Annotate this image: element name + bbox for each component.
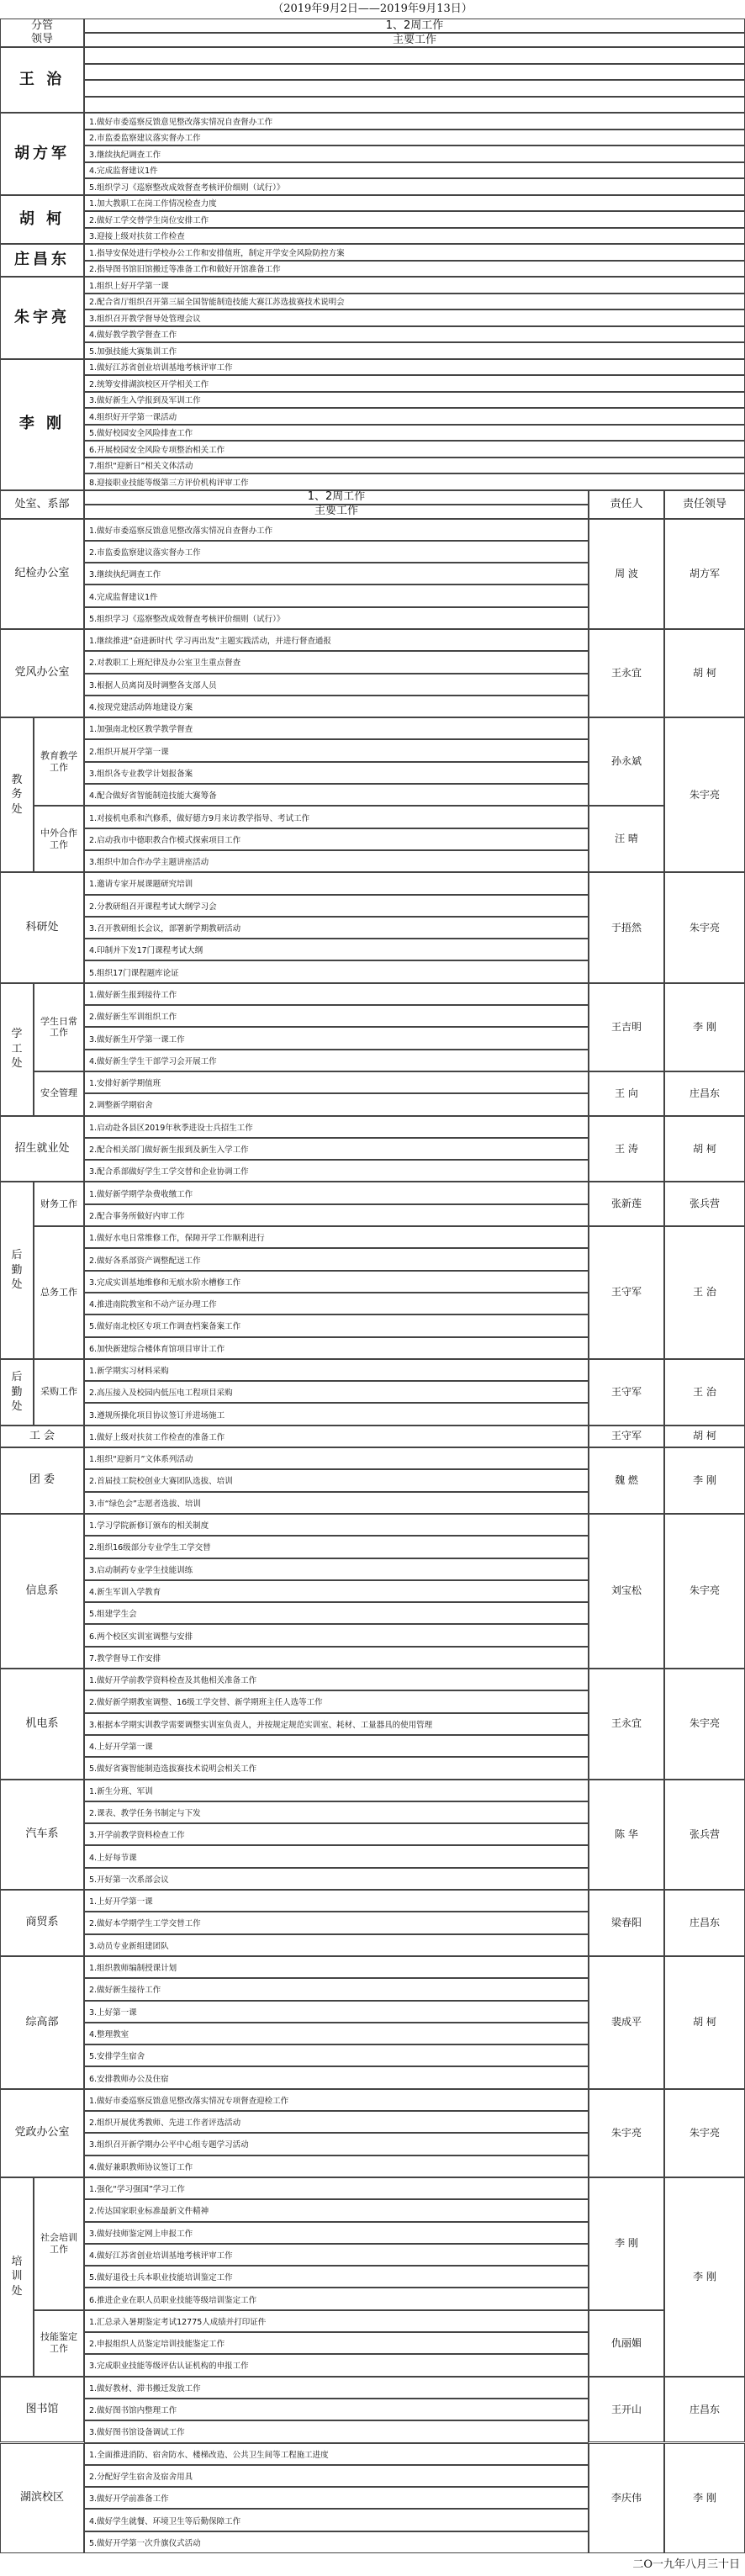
- task-item: 2.市监委监察建议落实督办工作: [84, 541, 589, 563]
- task-item: 4.做好教学教学督查工作: [84, 326, 745, 343]
- task-item: 2.调整新学期宿舍: [84, 1093, 589, 1115]
- responsible-header: 责任人: [589, 490, 664, 519]
- department-name: 机电系: [0, 1669, 84, 1779]
- task-item: 5.组织学习《巡察整改成效督查考核评价细则（试行）》: [84, 607, 589, 629]
- task-item: 1.做好新生报到接待工作: [84, 983, 589, 1005]
- responsible-leader: 胡 柯: [664, 629, 745, 717]
- sub-department-name: 社会培训工作: [34, 2177, 84, 2310]
- responsible-leader: 张兵营: [664, 1780, 745, 1890]
- sub-department-name: 技能鉴定工作: [34, 2310, 84, 2377]
- sub-department-name: 总务工作: [34, 1226, 84, 1359]
- task-item: 3.市“绿色会”志愿者选拔、培训: [84, 1492, 589, 1514]
- responsible-person: 于捂然: [589, 872, 664, 982]
- responsible-person: 梁春阳: [589, 1890, 664, 1956]
- department-name: 团 委: [0, 1447, 84, 1514]
- task-item: 2.做好新学期教室调整、16级工学交替、新学期班主任人选等工作: [84, 1690, 589, 1712]
- department-name: 商贸系: [0, 1890, 84, 1956]
- task-item: 3.启动制药专业学生技能训练: [84, 1558, 589, 1580]
- task-item: 3.完成实训基地维修和无痕水阶水槽修工作: [84, 1271, 589, 1293]
- task-item: [84, 80, 745, 97]
- responsible-leader: 李 刚: [664, 2177, 745, 2377]
- responsible-person: 王 向: [589, 1071, 664, 1116]
- corner-label: 分管: [30, 19, 53, 33]
- task-item: 1.组织上好开学第一课: [84, 277, 745, 294]
- task-item: 3.召开教研组长会议，部署新学期教研活动: [84, 917, 589, 939]
- responsible-leader: 朱宇亮: [664, 717, 745, 872]
- leader-name: 朱宇亮: [0, 277, 84, 359]
- task-item: 4.印制并下发17门课程考试大纲: [84, 939, 589, 960]
- department-name: 后 勤 处: [0, 1359, 34, 1426]
- task-item: 2.课表、教学任务书制定与下发: [84, 1801, 589, 1823]
- responsible-person: 王守军: [589, 1426, 664, 1447]
- task-item: 4.推进南院教室和不动产证办理工作: [84, 1293, 589, 1314]
- task-item: 5.安排学生宿舍: [84, 2044, 589, 2066]
- sub-department-name: 中外合作工作: [34, 806, 84, 872]
- task-item: 2.分配好学生宿舍及宿舍用具: [84, 2465, 589, 2487]
- task-item: 3.组织召开教学督导处管理会议: [84, 309, 745, 326]
- task-item: 1.安排好新学期值班: [84, 1071, 589, 1093]
- corner-label: 领导: [30, 33, 53, 45]
- task-item: 3.做好技师鉴定网上申报工作: [84, 2222, 589, 2244]
- responsible-person: 孙永斌: [589, 717, 664, 806]
- task-item: 3.组织各专业教学计划报备案: [84, 762, 589, 784]
- task-item: [84, 97, 745, 114]
- task-item: 1.加强南北校区教学教学督查: [84, 717, 589, 739]
- task-item: 3.组织中加合作办学主题讲座活动: [84, 850, 589, 872]
- task-item: 3.做好新生入学报到及军训工作: [84, 392, 745, 409]
- task-item: 5.组织学习《巡察整改成效督查考核评价细则（试行）》: [84, 178, 745, 195]
- task-item: 4.上好每节课: [84, 1845, 589, 1867]
- task-item: 1.启动赴各县区2019年秋季进设士兵招生工作: [84, 1116, 589, 1138]
- department-name: 教 务 处: [0, 717, 34, 872]
- leader-name: 胡 柯: [0, 195, 84, 245]
- sub-department-name: 学生日常工作: [34, 983, 84, 1071]
- responsible-leader: 张兵营: [664, 1182, 745, 1226]
- responsible-leader: 王 治: [664, 1359, 745, 1426]
- task-item: 1.强化“学习强国”学习工作: [84, 2177, 589, 2199]
- responsible-leader: 李 刚: [664, 983, 745, 1071]
- task-item: 2.启动我市中德职教合作模式探索项目工作: [84, 828, 589, 850]
- document-title: （2019年9月2日——2019年9月13日）: [272, 3, 473, 15]
- department-name: 纪检办公室: [0, 519, 84, 629]
- responsible-leader: 庄昌东: [664, 1890, 745, 1956]
- task-item: 8.迎接职业技能等级第三方评价机构评审工作: [84, 473, 745, 490]
- dept-header: 处室、系部: [0, 490, 84, 519]
- responsible-person: 王永宜: [589, 629, 664, 717]
- task-item: 2.做好图书馆内整理工作: [84, 2399, 589, 2420]
- task-item: 5.做好省赛智能制造选拔赛技术说明会相关工作: [84, 1757, 589, 1779]
- work-header: 主要工作: [84, 33, 745, 47]
- responsible-person: 刘宝松: [589, 1514, 664, 1669]
- task-item: 3.动员专业新组建团队: [84, 1934, 589, 1956]
- responsible-leader: 王 治: [664, 1226, 745, 1359]
- task-item: 1.学习学院新修订颁布的相关制度: [84, 1514, 589, 1536]
- task-item: 4.完成监督建议1件: [84, 584, 589, 606]
- task-item: 4.做好新生学生干部学习会开展工作: [84, 1050, 589, 1071]
- leader-name: 庄昌东: [0, 244, 84, 277]
- corner-header: [0, 19, 84, 47]
- task-item: 3.上好第一课: [84, 2001, 589, 2023]
- task-item: 2.做好新生军训组织工作: [84, 1005, 589, 1027]
- task-item: 2.传达国家职业标准最新文件精神: [84, 2199, 589, 2221]
- leader-header: 责任领导: [664, 490, 745, 519]
- task-item: 2.组织开展开学第一课: [84, 739, 589, 761]
- task-item: 2.组织16级部分专业学生工学交替: [84, 1536, 589, 1558]
- task-item: 1.做好教材、滞书搬迁发放工作: [84, 2377, 589, 2399]
- task-item: 1.做好江苏省创业培训基地考核评审工作: [84, 359, 745, 376]
- task-item: 5.做好南北校区专项工作调查档案备案工作: [84, 1314, 589, 1336]
- task-item: 3.继续执纪调查工作: [84, 563, 589, 584]
- task-item: 6.推进企业在职人员职业技能等级培训鉴定工作: [84, 2288, 589, 2309]
- responsible-leader: 庄昌东: [664, 2377, 745, 2443]
- task-item: 1.新生分班、军训: [84, 1780, 589, 1801]
- task-item: 1.组织“迎新月”文体系列活动: [84, 1447, 589, 1469]
- sub-department-name: 财务工作: [34, 1182, 84, 1226]
- task-item: 4.整理教室: [84, 2023, 589, 2044]
- task-item: 4.新生军训入学教育: [84, 1580, 589, 1602]
- task-item: 1.做好市委巡察反馈意见整改落实情况专项督查迎检工作: [84, 2089, 589, 2111]
- task-item: 1.加大教职工在岗工作情况检查力度: [84, 195, 745, 212]
- responsible-leader: 庄昌东: [664, 1071, 745, 1116]
- responsible-leader: 胡 柯: [664, 1956, 745, 2089]
- period-header: 1、2周工作: [84, 19, 745, 33]
- task-item: 5.做好开学第一次升旗仪式活动: [84, 2531, 589, 2553]
- task-item: 5.做好退役士兵本职业技能培训鉴定工作: [84, 2266, 589, 2288]
- responsible-person: 李 刚: [589, 2177, 664, 2310]
- responsible-leader: 胡 柯: [664, 1426, 745, 1447]
- task-item: 3.组织召开新学期办公平中心组专题学习活动: [84, 2133, 589, 2155]
- task-item: 1.上好开学第一课: [84, 1890, 589, 1912]
- responsible-person: 王 涛: [589, 1116, 664, 1182]
- task-item: 3.做好新生开学第一课工作: [84, 1027, 589, 1049]
- task-item: 2.市监委监察建议落实督办工作: [84, 130, 745, 146]
- department-name: 工 会: [0, 1426, 84, 1447]
- task-item: [84, 47, 745, 64]
- task-item: 3.配合系部做好学生工学交替和企业协调工作: [84, 1160, 589, 1182]
- leader-name: 王 治: [0, 47, 84, 113]
- task-item: 5.组建学生会: [84, 1602, 589, 1624]
- department-name: 图书馆: [0, 2377, 84, 2443]
- responsible-person: 周 波: [589, 519, 664, 629]
- department-name: 汽车系: [0, 1780, 84, 1890]
- task-item: 7.组织“迎新日”相关文体活动: [84, 458, 745, 474]
- responsible-leader: 朱宇亮: [664, 1669, 745, 1779]
- responsible-leader: 李 刚: [664, 2443, 745, 2553]
- task-item: 4.做好江苏省创业培训基地考核评审工作: [84, 2244, 589, 2266]
- responsible-person: 仇丽媚: [589, 2310, 664, 2377]
- leader-name: 李 刚: [0, 359, 84, 490]
- task-item: 6.开展校园安全风险专项整治相关工作: [84, 441, 745, 458]
- task-item: 2.申报组织人员鉴定培训技能鉴定工作: [84, 2332, 589, 2354]
- task-item: 1.做好市委巡察反馈意见整改落实情况自查督办工作: [84, 519, 589, 541]
- responsible-person: 裴成平: [589, 1956, 664, 2089]
- task-item: 2.统筹安排湖滨校区开学相关工作: [84, 375, 745, 392]
- department-name: 学 工 处: [0, 983, 34, 1116]
- task-item: 1.对接机电系和汽修系，做好德方9月来访教学指导、考试工作: [84, 806, 589, 828]
- document-date: 二O一九年八月三十日: [632, 2558, 740, 2571]
- department-name: 综高部: [0, 1956, 84, 2089]
- task-item: 4.做好兼职教师协议签订工作: [84, 2155, 589, 2177]
- responsible-person: 魏 燃: [589, 1447, 664, 1514]
- task-item: 2.高压接入及校园内低压电工程项目采购: [84, 1381, 589, 1403]
- task-item: 6.两个校区实训室调整与安排: [84, 1624, 589, 1646]
- task-item: 2.分教研组召开课程考试大纲学习会: [84, 895, 589, 917]
- responsible-person: 张新莲: [589, 1182, 664, 1226]
- responsible-person: 陈 华: [589, 1780, 664, 1890]
- department-name: 党政办公室: [0, 2089, 84, 2177]
- task-item: 5.组织17门课程题库论证: [84, 960, 589, 982]
- work-header: 主要工作: [84, 505, 589, 519]
- task-item: 2.对教职工上班纪律及办公室卫生重点督查: [84, 651, 589, 673]
- task-item: 2.组织开展优秀教师、先进工作者评选活动: [84, 2111, 589, 2133]
- responsible-leader: 朱宇亮: [664, 2089, 745, 2177]
- task-item: 1.邀请专家开展课题研究培训: [84, 872, 589, 894]
- responsible-person: 王永宜: [589, 1669, 664, 1779]
- task-item: 2.配合事务所做好内审工作: [84, 1204, 589, 1226]
- task-item: 2.指导图书馆旧馆搬迁等准备工作和做好开馆准备工作: [84, 261, 745, 278]
- responsible-leader: 朱宇亮: [664, 872, 745, 982]
- department-name: 培 训 处: [0, 2177, 34, 2377]
- task-item: 2.做好新生接待工作: [84, 1978, 589, 2000]
- task-item: [84, 64, 745, 81]
- responsible-person: 王开山: [589, 2377, 664, 2443]
- sub-department-name: 采购工作: [34, 1359, 84, 1426]
- task-item: 1.汇总录入暑期鉴定考试12775人成绩并打印证件: [84, 2310, 589, 2332]
- task-item: 5.加强技能大赛集训工作: [84, 342, 745, 359]
- responsible-person: 王吉明: [589, 983, 664, 1071]
- department-name: 信息系: [0, 1514, 84, 1669]
- task-item: 5.开好第一次系部会议: [84, 1868, 589, 1890]
- task-item: 6.安排教师办公及住宿: [84, 2066, 589, 2088]
- task-item: 5.做好校园安全风险排查工作: [84, 425, 745, 442]
- responsible-person: 王守军: [589, 1226, 664, 1359]
- sub-department-name: 安全管理: [34, 1071, 84, 1116]
- task-item: 1.全面推进消防、宿舍防水、楼梯改造、公共卫生间等工程施工进度: [84, 2443, 589, 2465]
- task-item: 4.按现党建活动阵地建设方案: [84, 696, 589, 717]
- task-item: 3.遵规所操化项目协议签订并进场施工: [84, 1403, 589, 1425]
- task-item: 1.新学期实习材料采购: [84, 1359, 589, 1381]
- task-item: 1.做好市委巡察反馈意见整改落实情况自查督办工作: [84, 113, 745, 130]
- department-name: 后 勤 处: [0, 1182, 34, 1358]
- task-item: 2.做好本学期学生工学交替工作: [84, 1912, 589, 1933]
- task-item: 1.组织教师编制授课计划: [84, 1956, 589, 1978]
- task-item: 2.做好工学交替学生岗位安排工作: [84, 211, 745, 228]
- task-item: 4.完成监督建议1件: [84, 162, 745, 179]
- task-item: 2.做好各系部资产调整配送工作: [84, 1248, 589, 1270]
- task-item: 2.配合省厅组织召开第三届全国智能制造技能大赛江苏选拔赛技术说明会: [84, 294, 745, 310]
- task-item: 1.继续推进“奋进新时代 学习再出发”主题实践活动，并进行督查通报: [84, 629, 589, 651]
- responsible-person: 朱宇亮: [589, 2089, 664, 2177]
- task-item: 2.配合相关部门做好新生报到及新生入学工作: [84, 1138, 589, 1160]
- task-item: 3.做好图书馆设备调试工作: [84, 2420, 589, 2442]
- leader-name: 胡方军: [0, 113, 84, 195]
- task-item: 3.根据本学期实训教学需要调整实训室负责人，并按规定规范实训室、耗材、工量器具的使用管理: [84, 1713, 589, 1735]
- task-item: 3.继续执纪调查工作: [84, 145, 745, 162]
- department-name: 招生就业处: [0, 1116, 84, 1182]
- task-item: 4.上好开学第一课: [84, 1735, 589, 1757]
- responsible-leader: 朱宇亮: [664, 1514, 745, 1669]
- department-name: 湖滨校区: [0, 2443, 84, 2553]
- responsible-person: 王守军: [589, 1359, 664, 1426]
- department-name: 科研处: [0, 872, 84, 982]
- task-item: 3.根据人员离岗及时调整各支部人员: [84, 674, 589, 696]
- sub-department-name: 教育教学工作: [34, 717, 84, 806]
- responsible-leader: 胡方军: [664, 519, 745, 629]
- task-item: 4.配合做好省智能制造技能大赛筹备: [84, 784, 589, 806]
- responsible-leader: 胡 柯: [664, 1116, 745, 1182]
- task-item: 7.教学督导工作安排: [84, 1647, 589, 1669]
- task-item: 4.组织好开学第一课活动: [84, 408, 745, 425]
- task-item: 6.加快新建综合楼体育馆项目审计工作: [84, 1337, 589, 1359]
- task-item: 3.迎接上级对扶贫工作检查: [84, 228, 745, 245]
- task-item: 1.做好新学期学杂费收缴工作: [84, 1182, 589, 1203]
- responsible-person: 李庆伟: [589, 2443, 664, 2553]
- period-header: 1、2周工作: [84, 490, 589, 505]
- department-name: 党风办公室: [0, 629, 84, 717]
- responsible-leader: 李 刚: [664, 1447, 745, 1514]
- task-item: 1.做好水电日常维修工作，保障开学工作顺利进行: [84, 1226, 589, 1248]
- task-item: 3.做好开学前准备工作: [84, 2487, 589, 2509]
- task-item: 2.首届技工院校创业大赛团队选拔、培训: [84, 1469, 589, 1491]
- responsible-person: 汪 晴: [589, 806, 664, 872]
- task-item: 3.完成职业技能等级评估认证机构的申报工作: [84, 2354, 589, 2376]
- task-item: 1.做好开学前教学资料检查及其他相关准备工作: [84, 1669, 589, 1690]
- task-item: 3.开学前教学资料检查工作: [84, 1823, 589, 1845]
- task-item: 1.做好上级对扶贫工作检查的准备工作: [84, 1426, 589, 1447]
- task-item: 4.做好学生就餐、环境卫生等后勤保障工作: [84, 2509, 589, 2531]
- task-item: 1.指导安保处进行学校办公工作和安排值班，制定开学安全风险防控方案: [84, 244, 745, 261]
